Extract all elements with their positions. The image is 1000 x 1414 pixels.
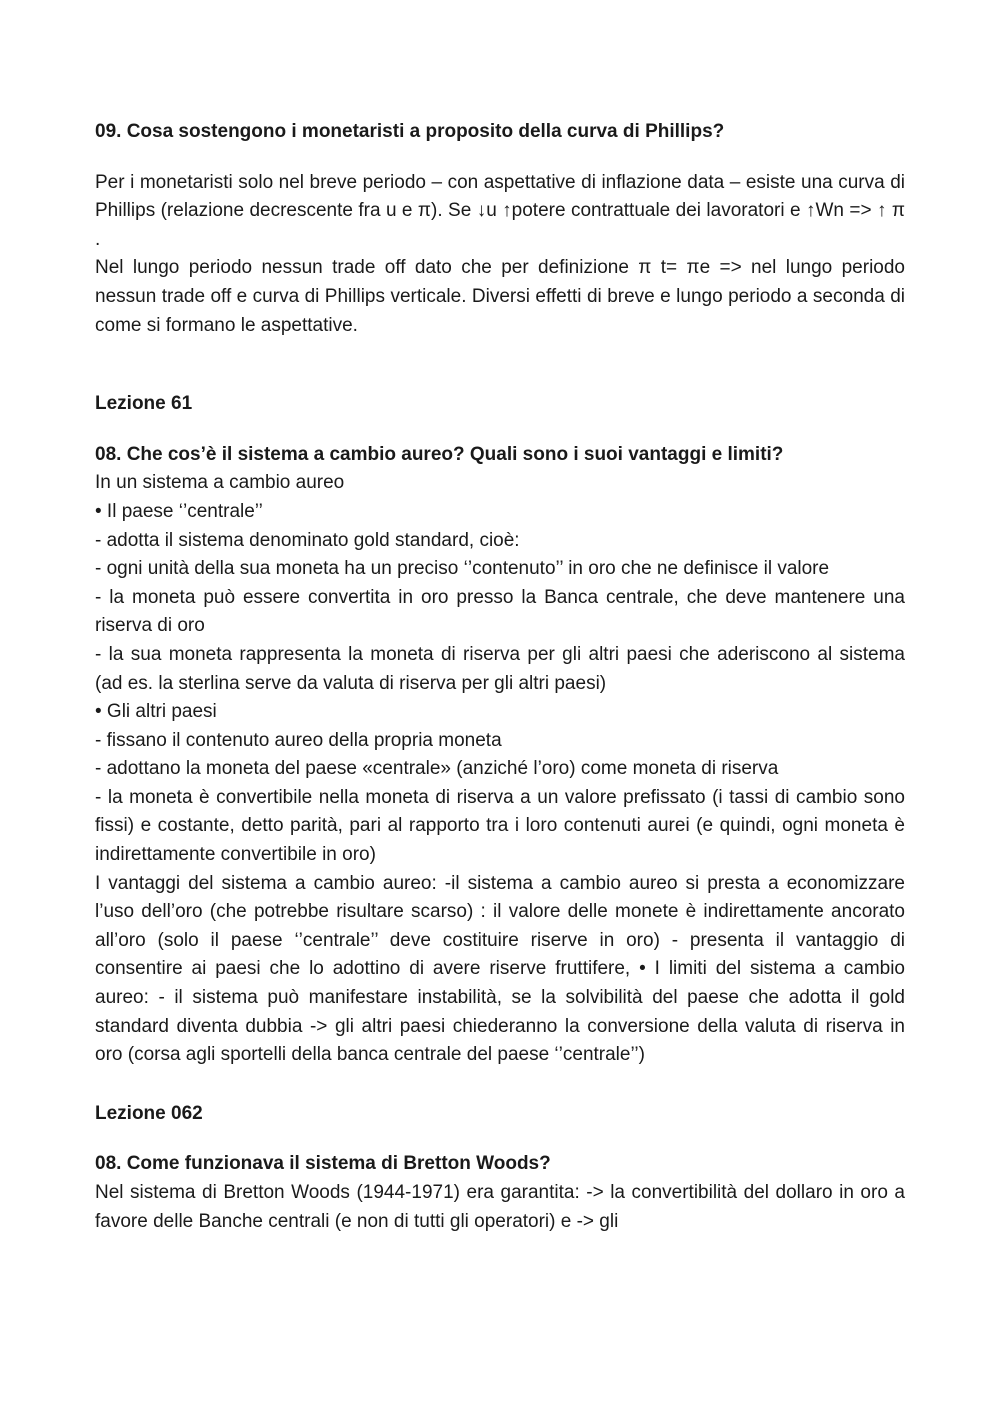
lesson-062-question-heading: 08. Come funzionava il sistema di Bretton Woods? <box>95 1153 551 1175</box>
question-09-heading: 09. Cosa sostengono i monetaristi a proposito della curva di Phillips? <box>95 121 725 142</box>
question-09-paragraph-2: Nel lungo periodo nessun trade off dato che per definizione π t= πe => nel lungo periodo nessun trade off e curva di Phillips verticale. Diversi effetti di breve e lungo periodo a seconda di come si formano le aspettative. <box>95 257 905 336</box>
lesson-61-line: I vantaggi del sistema a cambio aureo: -il sistema a cambio aureo si presta a economizzare l’uso dell’oro (che potrebbe risultare scarso) : il valore delle monete è indirettamente ancorato all’oro (solo il paese ‘’centrale’’ deve costituire riserve in oro) - presenta il vantaggio di consentire ai paesi che lo adottino di avere riserve fruttifere, • I limiti del sistema a cambio aureo: - il sistema può manifestare instabilità, se la solvibilità del paese che adotta il gold standard diventa dubbia -> gli altri paesi chiederanno la conversione della valuta di riserva in oro (corsa agli sportelli della banca centrale del paese ‘’centrale’’) <box>95 872 905 1066</box>
lesson-61-line: - ogni unità della sua moneta ha un preciso ‘’contenuto’’ in oro che ne definisce il valore <box>95 558 830 580</box>
lesson-61-line: - la moneta è convertibile nella moneta di riserva a un valore prefissato (i tassi di cambio sono fissi) e costante, detto parità, pari al rapporto tra i loro contenuti aurei (e quindi, ogni moneta è indirettamente convertibile in oro) <box>95 786 905 866</box>
question-09-paragraph-1: Per i monetaristi solo nel breve periodo – con aspettative di inflazione data – esiste una curva di Phillips (relazione decrescente fra u e π). Se ↓u ↑potere contrattuale dei lavoratori e ↑Wn => ↑ π . <box>95 171 905 250</box>
lesson-61-line: - fissano il contenuto aureo della propria moneta <box>95 729 502 751</box>
lesson-61-line: - adotta il sistema denominato gold standard, cioè: <box>95 529 520 551</box>
lesson-61-line: • Gli altri paesi <box>95 701 217 723</box>
lesson-61-line: - la moneta può essere convertita in oro presso la Banca centrale, che deve mantenere una riserva di oro <box>95 586 905 637</box>
lesson-61-line: • Il paese ‘’centrale’’ <box>95 500 263 522</box>
lesson-61-line: - la sua moneta rappresenta la moneta di riserva per gli altri paesi che aderiscono al sistema (ad es. la sterlina serve da valuta di riserva per gli altri paesi) <box>95 643 905 694</box>
document-page <box>95 118 905 1236</box>
lesson-61-question-heading: 08. Che cos’è il sistema a cambio aureo? Quali sono i suoi vantaggi e limiti? <box>95 443 784 465</box>
lesson-61-title: Lezione 61 <box>95 393 193 415</box>
lesson-062-title: Lezione 062 <box>95 1102 203 1124</box>
lesson-61-line: - adottano la moneta del paese «centrale» (anziché l’oro) come moneta di riserva <box>95 758 779 780</box>
lesson-61-line: In un sistema a cambio aureo <box>95 472 345 494</box>
lesson-062-paragraph: Nel sistema di Bretton Woods (1944-1971) era garantita: -> la convertibilità del dollaro in oro a favore delle Banche centrali (e non di tutti gli operatori) e -> gli <box>95 1182 905 1232</box>
